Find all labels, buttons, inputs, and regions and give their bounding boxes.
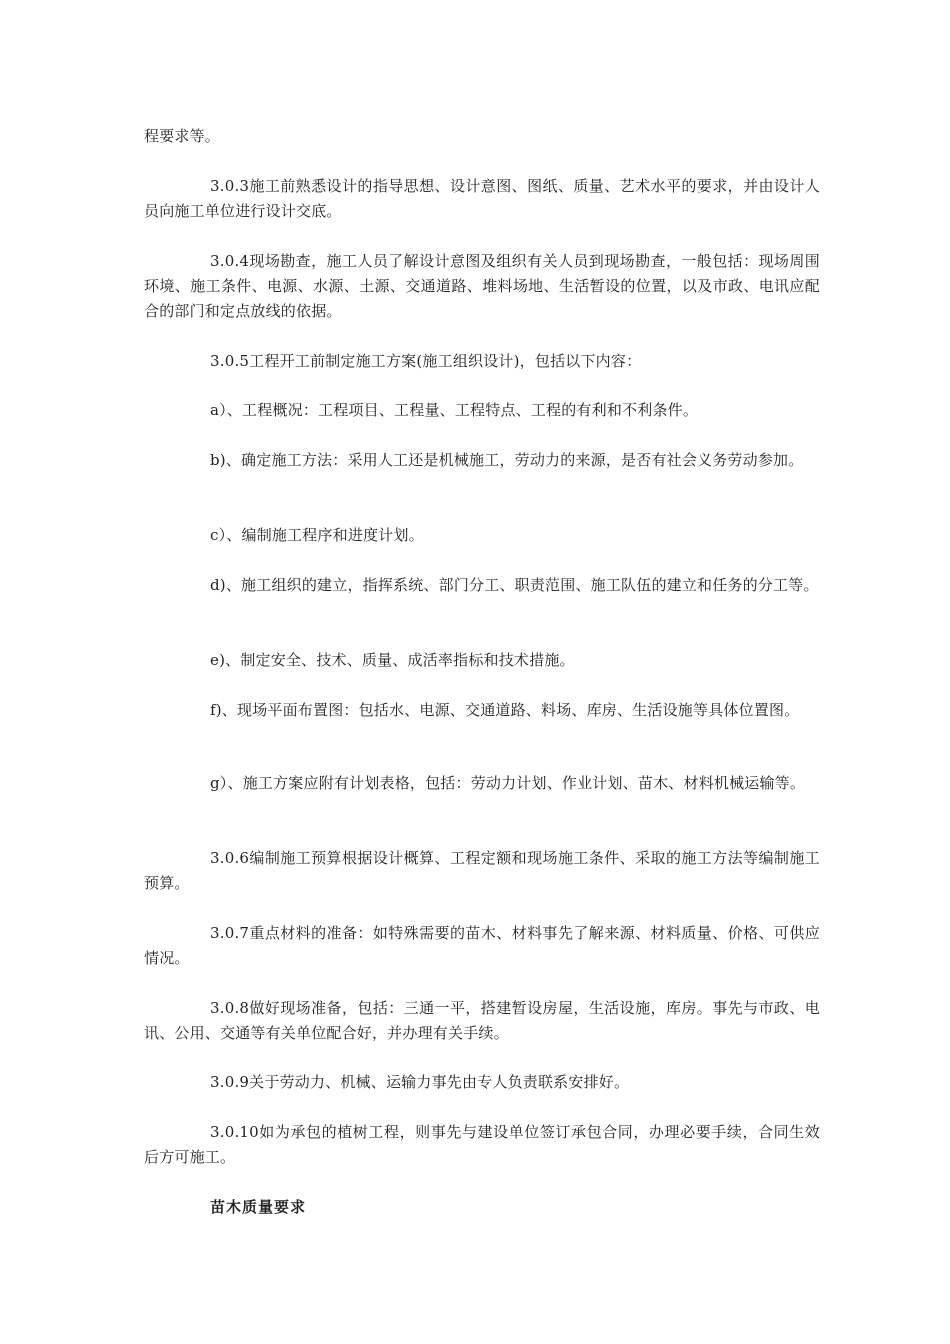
- paragraph-item-a: [144, 398, 820, 423]
- paragraph-text: 3.0.5工程开工前制定施工方案(施工组织设计)，包括以下内容：: [210, 352, 642, 370]
- paragraph-3-0-8: [144, 996, 820, 1046]
- paragraph-3-0-7: [144, 921, 820, 971]
- paragraph-3-0-9: [144, 1070, 820, 1095]
- section-heading: [144, 1195, 820, 1220]
- paragraph-text: 3.0.7重点材料的准备：如特殊需要的苗木、材料事先了解来源、材料质量、价格、可供应情况。: [144, 924, 820, 967]
- paragraph-item-d: [144, 573, 820, 598]
- paragraph-text: d)、施工组织的建立，指挥系统、部门分工、职责范围、施工队伍的建立和任务的分工等。: [210, 576, 819, 594]
- paragraph-text: 3.0.3施工前熟悉设计的指导思想、设计意图、图纸、质量、艺术水平的要求，并由设计人员向施工单位进行设计交底。: [144, 177, 820, 220]
- paragraph-3-0-5: [144, 349, 820, 374]
- paragraph-text: g）、施工方案应附有计划表格，包括：劳动力计划、作业计划、苗木、材料机械运输等。: [210, 774, 806, 792]
- paragraph-text: 3.0.10如为承包的植树工程，则事先与建设单位签订承包合同，办理必要手续，合同生效后方可施工。: [144, 1123, 820, 1166]
- paragraph-3-0-3: [144, 174, 820, 224]
- paragraph-text: 3.0.9关于劳动力、机械、运输力事先由专人负责联系安排好。: [210, 1073, 630, 1091]
- paragraph-text: b)、确定施工方法：采用人工还是机械施工，劳动力的来源，是否有社会义务劳动参加。: [210, 451, 804, 469]
- paragraph-item-g: [144, 771, 820, 796]
- paragraph-item-b: [144, 448, 820, 473]
- paragraph-text: 3.0.4现场勘查，施工人员了解设计意图及组织有关人员到现场勘查，一般包括：现场周围环境、施工条件、电源、水源、土源、交通道路、堆料场地、生活暂设的位置，以及市政、电讯应配合的部门和定点放线的依据。: [144, 252, 820, 320]
- paragraph-3-0-6: [144, 846, 820, 896]
- paragraph-continuation: [144, 124, 820, 149]
- paragraph-text: c）、编制施工程序和进度计划。: [210, 526, 424, 544]
- paragraph-item-c: [144, 523, 820, 548]
- paragraph-text: a）、工程概况：工程项目、工程量、工程特点、工程的有利和不利条件。: [210, 401, 699, 419]
- heading-text: 苗木质量要求: [210, 1198, 307, 1216]
- paragraph-text: e)、制定安全、技术、质量、成活率指标和技术措施。: [210, 651, 575, 669]
- paragraph-3-0-4: [144, 249, 820, 324]
- paragraph-text: 3.0.6编制施工预算根据设计概算、工程定额和现场施工条件、采取的施工方法等编制施工预算。: [144, 849, 820, 892]
- paragraph-3-0-10: [144, 1120, 820, 1170]
- paragraph-text: 3.0.8做好现场准备，包括：三通一平，搭建暂设房屋，生活设施，库房。事先与市政、电讯、公用、交通等有关单位配合好，并办理有关手续。: [144, 999, 820, 1042]
- paragraph-text: f)、现场平面布置图：包括水、电源、交通道路、料场、库房、生活设施等具体位置图。: [210, 701, 800, 719]
- paragraph-item-e: [144, 648, 820, 673]
- paragraph-text: 程要求等。: [144, 127, 221, 145]
- paragraph-item-f: [144, 698, 820, 723]
